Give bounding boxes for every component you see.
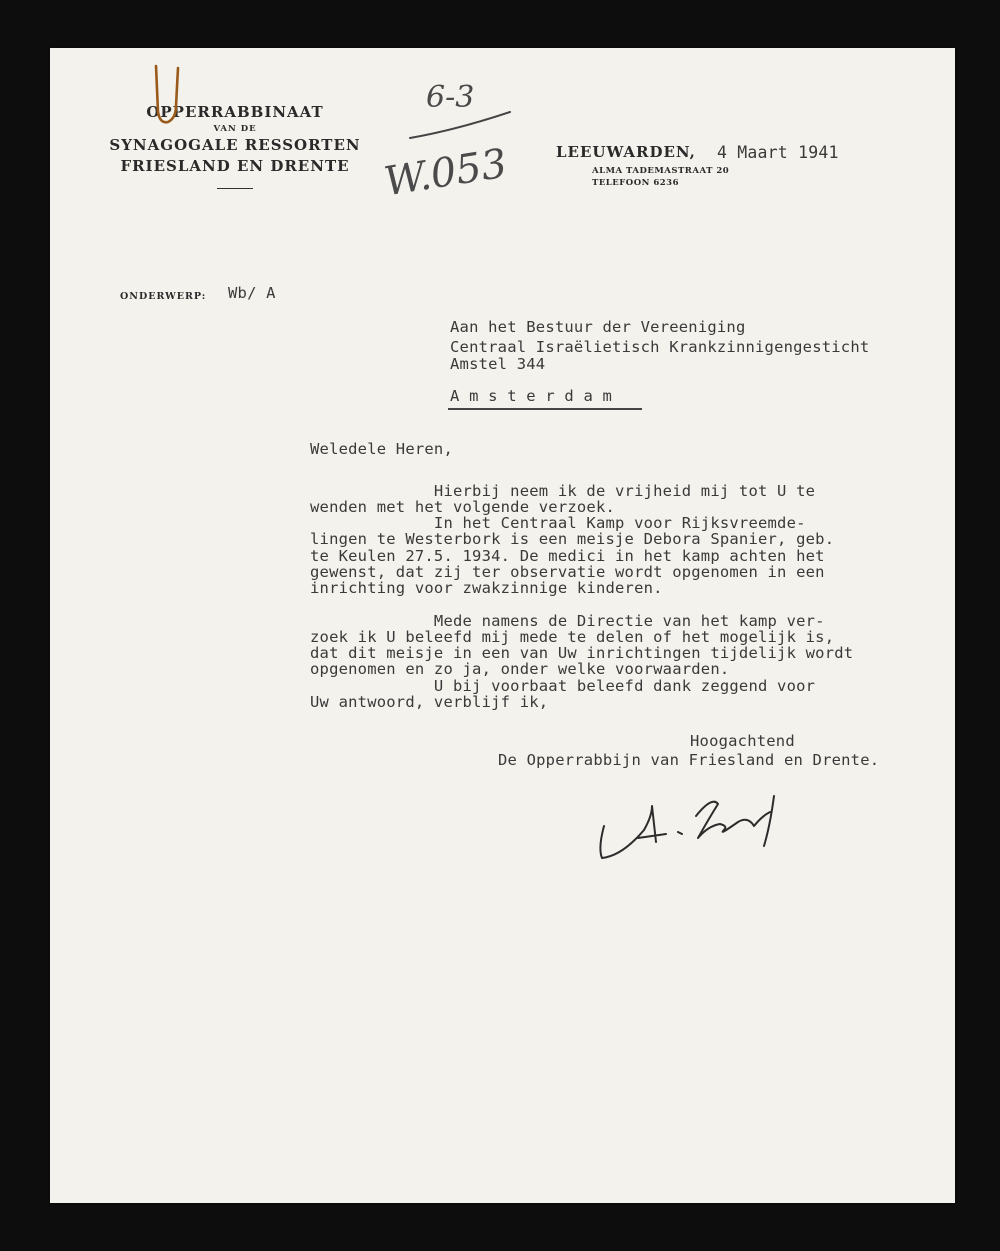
body-line: U bij voorbaat beleefd dank zeggend voor bbox=[310, 677, 816, 695]
city-label: LEEUWARDEN, bbox=[556, 143, 696, 161]
archive-mark-bottom: W.053 bbox=[381, 140, 511, 206]
address-city-underline bbox=[448, 408, 642, 410]
subject-label: ONDERWERP: bbox=[120, 291, 207, 302]
salutation: Weledele Heren, bbox=[310, 440, 453, 458]
letterhead-line-2: VAN DE bbox=[213, 124, 257, 134]
handwritten-signature bbox=[592, 786, 792, 866]
body-line: dat dit meisje in een van Uw inrichtingen tijdelijk wordt bbox=[310, 644, 854, 662]
body-line: wenden met het volgende verzoek. bbox=[310, 498, 616, 516]
brown-pencil-mark bbox=[146, 62, 186, 132]
address-line-3: Amstel 344 bbox=[450, 355, 546, 373]
archive-mark-top: 6-3 bbox=[426, 80, 475, 115]
body-line: Uw antwoord, verblijf ik, bbox=[310, 693, 549, 711]
letter-page bbox=[50, 48, 955, 1203]
phone-number: TELEFOON 6236 bbox=[592, 178, 679, 188]
body-line: lingen te Westerbork is een meisje Debora Spanier, geb. bbox=[310, 530, 835, 548]
date-text: 4 Maart 1941 bbox=[717, 143, 839, 162]
letterhead bbox=[90, 102, 380, 177]
body-line: opgenomen en zo ja, onder welke voorwaarden. bbox=[310, 660, 730, 678]
letterhead-line-1: OPPERRABBINAAT bbox=[146, 103, 324, 121]
closing-title: De Opperrabbijn van Friesland en Drente. bbox=[498, 751, 880, 769]
address-city: A m s t e r d a m bbox=[450, 387, 613, 405]
letterhead-line-4: FRIESLAND EN DRENTE bbox=[120, 157, 350, 175]
body-line: Hierbij neem ik de vrijheid mij tot U te bbox=[310, 482, 816, 500]
archive-mark-rule bbox=[406, 104, 516, 144]
letterhead-underline bbox=[217, 188, 253, 189]
body-line: zoek ik U beleefd mij mede te delen of het mogelijk is, bbox=[310, 628, 835, 646]
body-line: inrichting voor zwakzinnige kinderen. bbox=[310, 579, 663, 597]
address-line-1: Aan het Bestuur der Vereeniging bbox=[450, 318, 746, 336]
body-line: gewenst, dat zij ter observatie wordt opgenomen in een bbox=[310, 563, 825, 581]
street-address: ALMA TADEMASTRAAT 20 bbox=[592, 166, 730, 176]
body-line: Mede namens de Directie van het kamp ver- bbox=[310, 612, 825, 630]
address-line-2: Centraal Israëlietisch Krankzinnigengesticht bbox=[450, 338, 870, 356]
closing-greeting: Hoogachtend bbox=[690, 732, 795, 750]
letterhead-line-3: SYNAGOGALE RESSORTEN bbox=[109, 136, 361, 154]
body-line: te Keulen 27.5. 1934. De medici in het kamp achten het bbox=[310, 547, 825, 565]
body-line: In het Centraal Kamp voor Rijksvreemde- bbox=[310, 514, 806, 532]
subject-value: Wb/ A bbox=[228, 284, 276, 302]
